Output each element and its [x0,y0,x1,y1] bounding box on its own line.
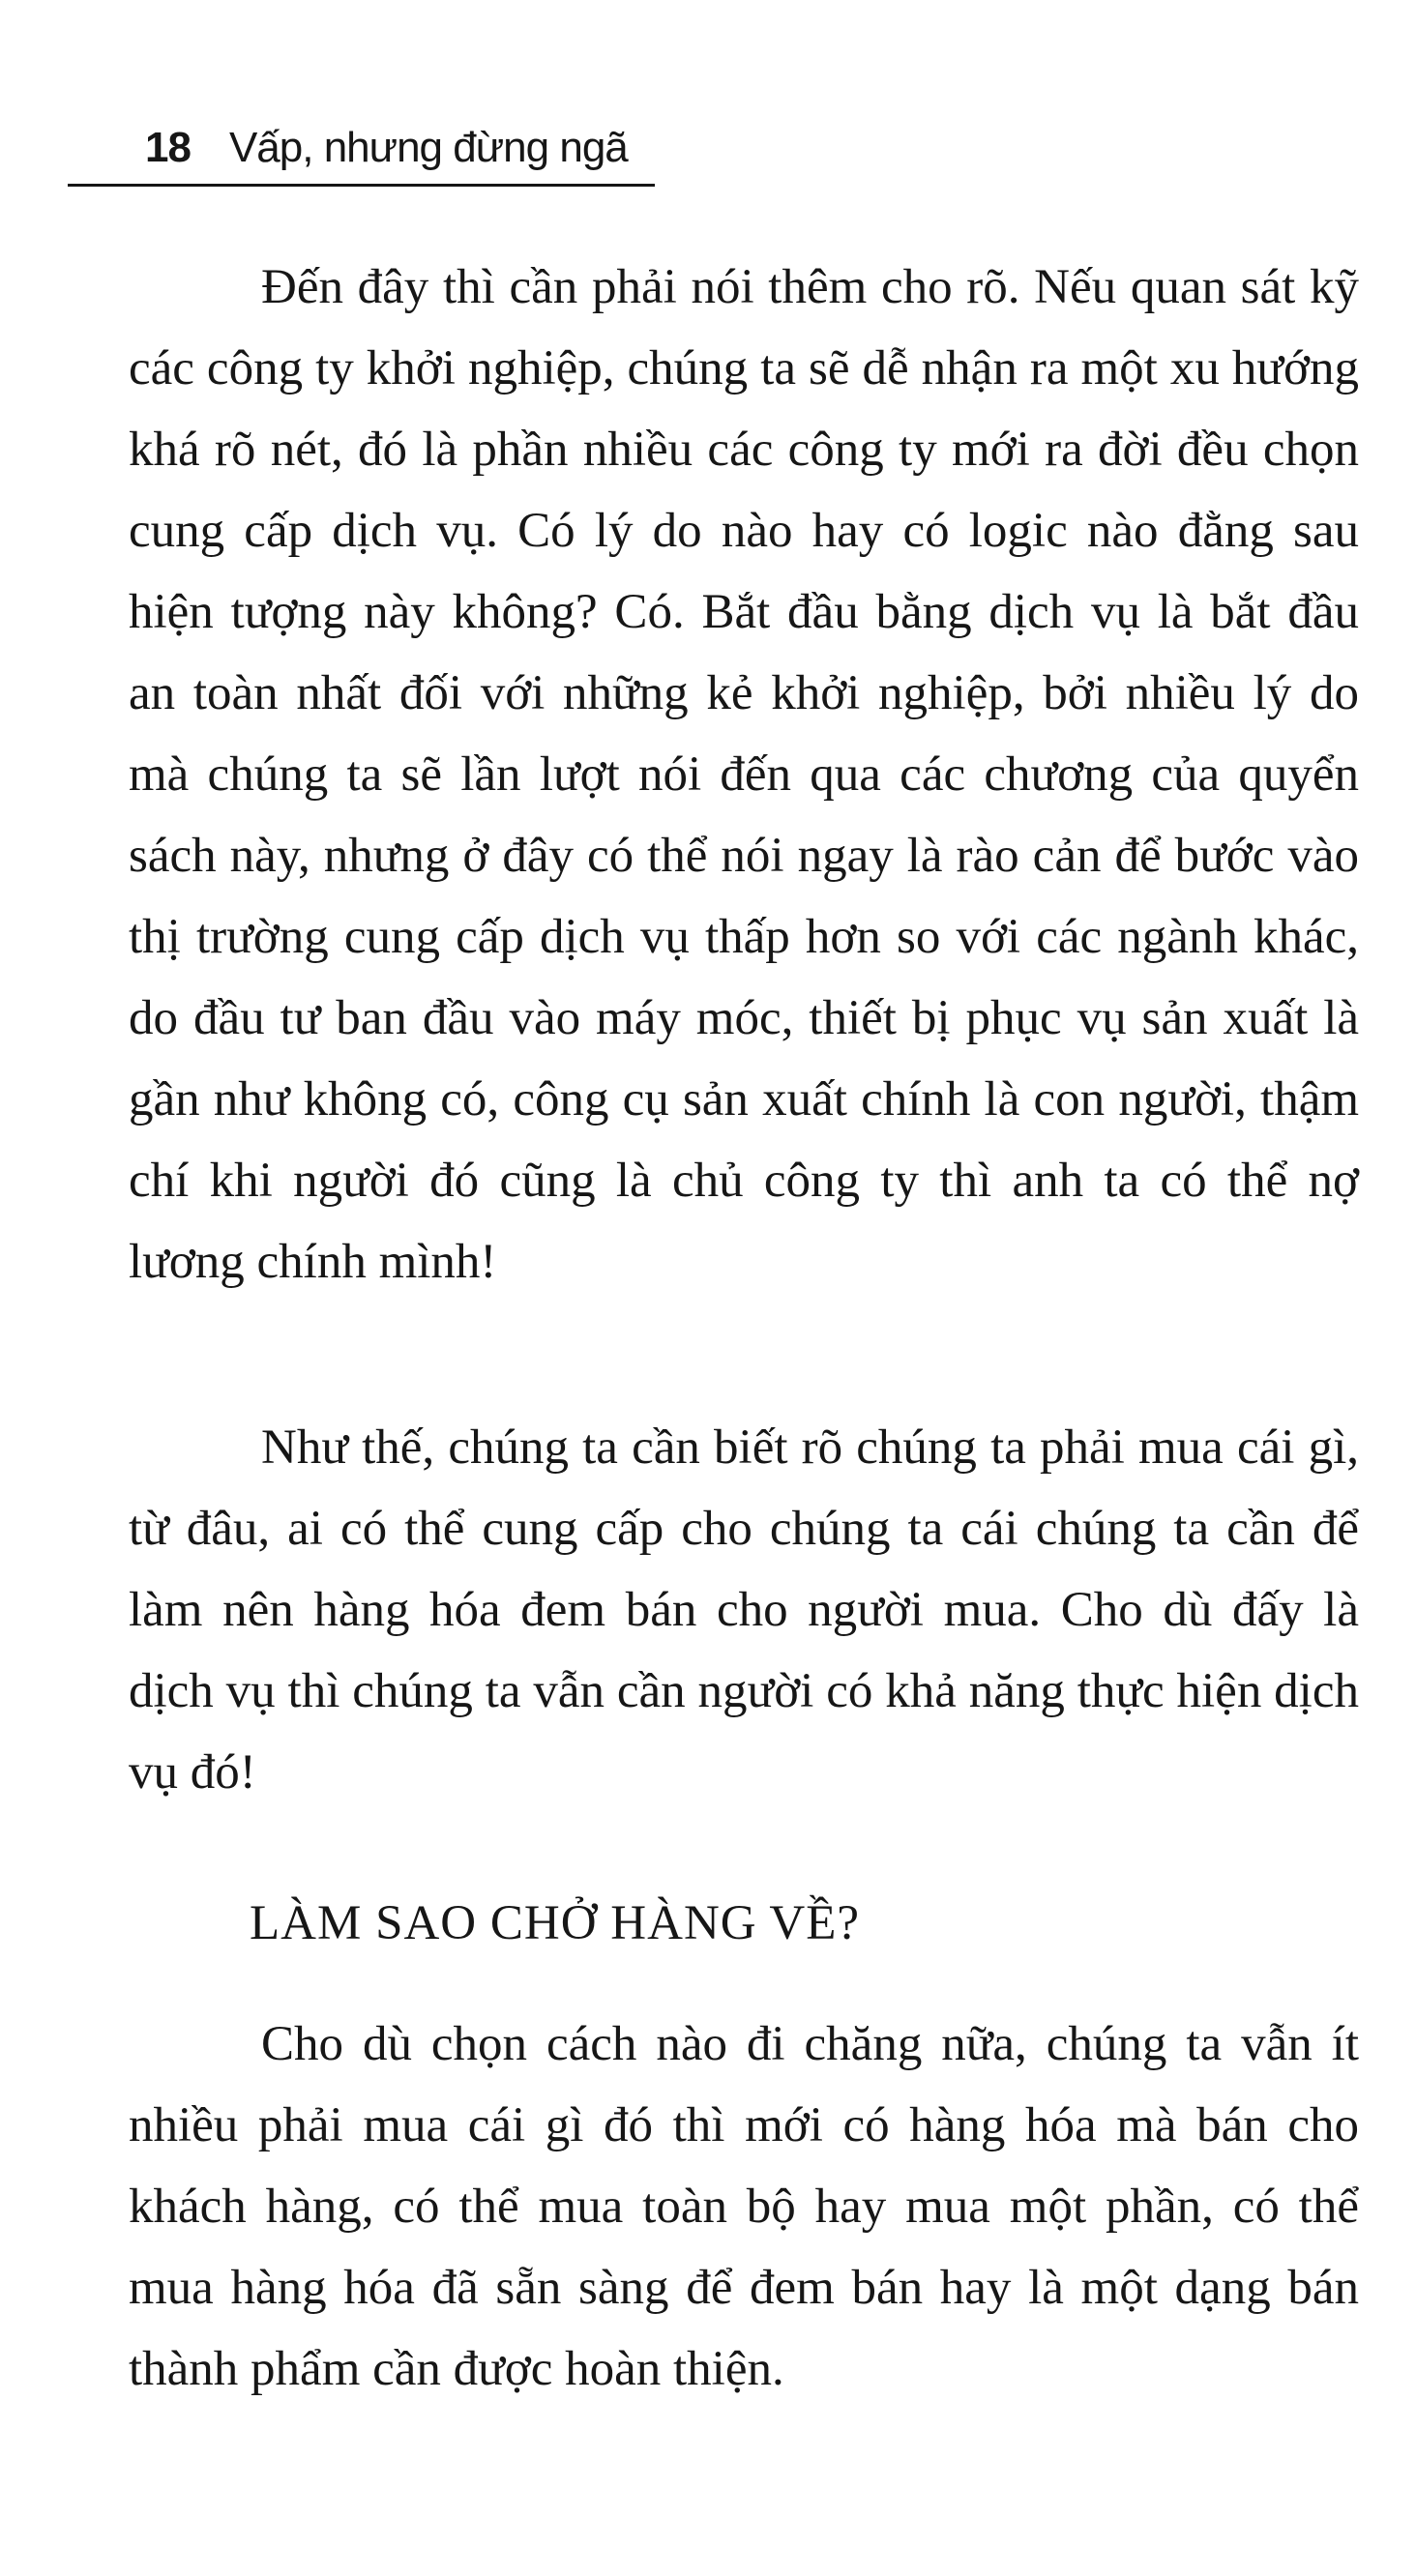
paragraph-2: Như thế, chúng ta cần biết rõ chúng ta phải mua cái gì, từ đâu, ai có thể cung cấp cho chúng ta cái chúng ta cần để làm nên hàng hóa đem bán cho người mua. Cho dù đấy là dịch vụ thì chúng ta vẫn cần người có khả năng thực hiện dịch vụ đó! [129,1420,1359,1800]
running-header [145,124,628,172]
running-header-title: Vấp, nhưng đừng ngã [228,124,628,171]
header-rule [68,184,655,187]
section-heading: LÀM SAO CHỞ HÀNG VỀ? [250,1896,861,1950]
paragraph-3: Cho dù chọn cách nào đi chăng nữa, chúng ta vẫn ít nhiều phải mua cái gì đó thì mới có hàng hóa mà bán cho khách hàng, có thể mua toàn bộ hay mua một phần, có thể mua hàng hóa đã sẵn sàng để đem bán hay là một dạng bán thành phẩm cần được hoàn thiện. [129,2017,1359,2396]
page-number: 18 [145,124,191,171]
paragraph-1: Đến đây thì cần phải nói thêm cho rõ. Nếu quan sát kỹ các công ty khởi nghiệp, chúng ta sẽ dễ nhận ra một xu hướng khá rõ nét, đó là phần nhiều các công ty mới ra đời đều chọn cung cấp dịch vụ. Có lý do nào hay có logic nào đằng sau hiện tượng này không? Có. Bắt đầu bằng dịch vụ là bắt đầu an toàn nhất đối với những kẻ khởi nghiệp, bởi nhiều lý do mà chúng ta sẽ lần lượt nói đến qua các chương của quyển sách này, nhưng ở đây có thể nói ngay là rào cản để bước vào thị trường cung cấp dịch vụ thấp hơn so với các ngành khác, do đầu tư ban đầu vào máy móc, thiết bị phục vụ sản xuất là gần như không có, công cụ sản xuất chính là con người, thậm chí khi người đó cũng là chủ công ty thì anh ta có thể nợ lương chính mình! [129,260,1359,1289]
